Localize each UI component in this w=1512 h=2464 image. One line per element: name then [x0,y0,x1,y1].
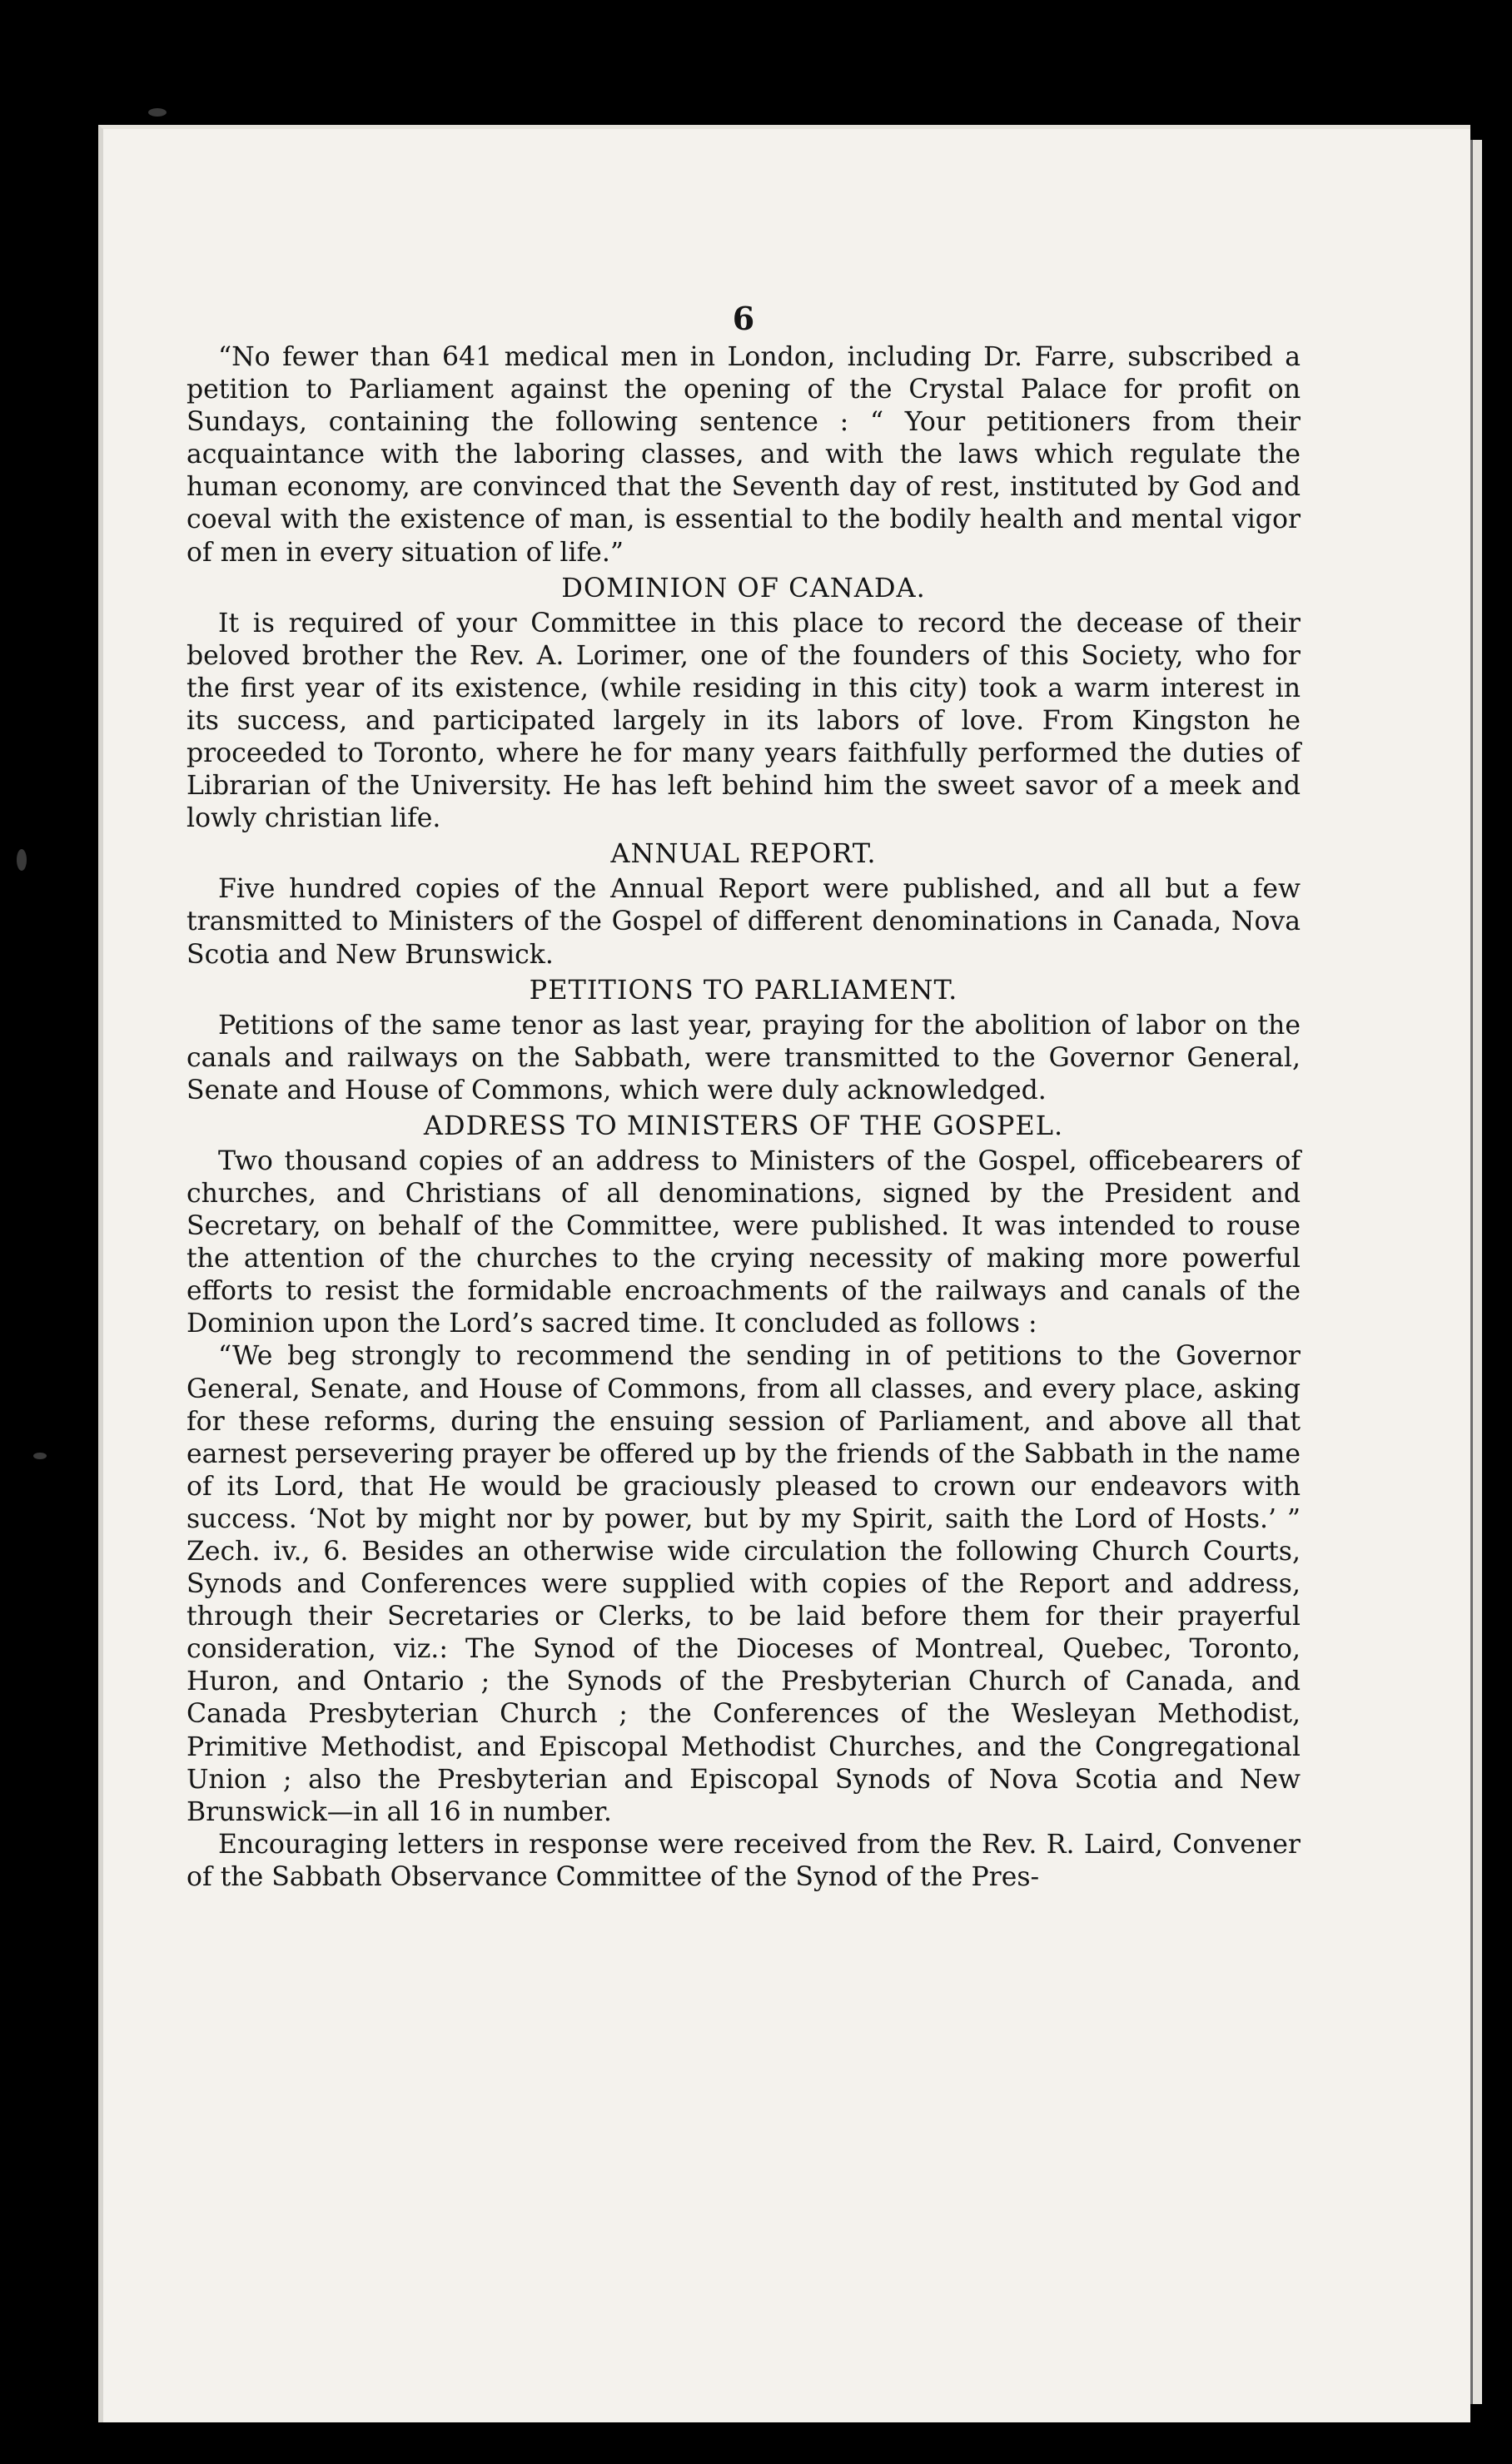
paragraph-address-copies: Two thousand copies of an address to Ministers of the Gospel, officebearers of churches, and Christians of all denominations, signed by the President and Secretary, on behalf of the Committee, were published. It was intended to rouse the attention of the churches to the crying necessity of making more powerful efforts to resist the formidable encroachments of the railways and canals of the Dominion upon the Lord’s sacred time. It concluded as follows : [187,1145,1301,1339]
scan-speck [33,1453,47,1459]
paragraph-encouraging-letters: Encouraging letters in response were received from the Rev. R. Laird, Convener of the Sabbath Observance Committee of the Synod of the Pres- [187,1829,1301,1892]
heading-address-to-ministers: ADDRESS TO MINISTERS OF THE GOSPEL. [423,1109,1064,1141]
heading-petitions-to-parliament: PETITIONS TO PARLIAMENT. [529,973,958,1006]
paragraph-medical-petition: “No fewer than 641 medical men in London, including Dr. Farre, subscribed a petition to Parliament against the opening of the Crystal Palace for profit on Sundays, containing the following sentence : “ Your petitioners from their acquaintance with the laboring classes, and with the laws which regulate the human economy, are convinced that the Seventh day of rest, instituted by God and coeval with the existence of man, is essential to the bodily health and mental vigor of men in every situation of life.” [187,342,1301,568]
heading-annual-report: ANNUAL REPORT. [610,837,877,870]
scan-speck [148,108,167,117]
book-spine-edge [1470,140,1482,2404]
page-number: 6 [732,300,755,337]
page-text [187,300,1301,1894]
paragraph-petitions: Petitions of the same tenor as last year, praying for the abolition of labor on the canals and railways on the Sabbath, were transmitted to the Governor General, Senate and House of Commons, which were duly acknowledged. [187,1010,1301,1105]
scan-speck [17,849,27,871]
paragraph-annual-report: Five hundred copies of the Annual Report were published, and all but a few transmitted to Ministers of the Gospel of different denominations in Canada, Nova Scotia and New Brunswick. [187,874,1301,970]
heading-dominion-of-canada: DOMINION OF CANADA. [561,571,926,604]
paragraph-quoted-recommendation: “We beg strongly to recommend the sending in of petitions to the Governor General, Senate, and House of Commons, from all classes, and every place, asking for these reforms, during the ensuing session of Parliament, and above all that earnest persevering prayer be offered up by the friends of the Sabbath in the name of its Lord, that He would be graciously pleased to crown our endeavors with success. ‘Not by might nor by power, but by my Spirit, saith the Lord of Hosts.’ ” Zech. iv., 6. Besides an otherwise wide circulation the following Church Courts, Synods and Conferences were supplied with copies of the Report and address, through their Secretaries or Clerks, to be laid before them for their prayerful consideration, viz.: The Synod of the Dioceses of Montreal, Quebec, Toronto, Huron, and Ontario ; the Synods of the Presbyterian Church of Canada, and Canada Presbyterian Church ; the Conferences of the Wesleyan Methodist, Primitive Methodist, and Episcopal Methodist Churches, and the Congregational Union ; also the Presbyterian and Episcopal Synods of Nova Scotia and New Brunswick—in all 16 in number. [187,1341,1301,1827]
paragraph-rev-lorimer: It is required of your Committee in this place to record the decease of their beloved brother the Rev. A. Lorimer, one of the founders of this Society, who for the first year of its existence, (while residing in this city) took a warm interest in its success, and participated largely in its labors of love. From Kingston he proceeded to Toronto, where he for many years faithfully performed the duties of Librarian of the University. He has left behind him the sweet savor of a meek and lowly christian life. [187,608,1301,834]
